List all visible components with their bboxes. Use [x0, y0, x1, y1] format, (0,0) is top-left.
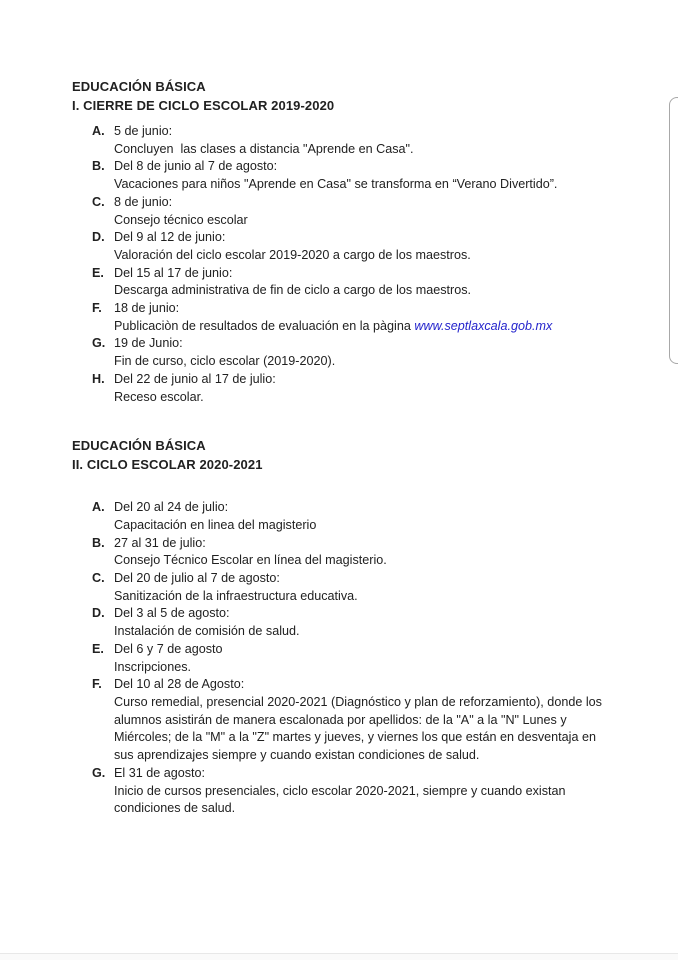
- list-item: [92, 499, 634, 534]
- item-text-line: [114, 318, 634, 336]
- item-lines: [114, 641, 634, 676]
- item-text-line: Consejo Técnico Escolar en línea del magisterio.: [114, 553, 387, 568]
- item-lines: [114, 676, 634, 765]
- item-date-line: Del 20 de julio al 7 de agosto:: [114, 571, 280, 586]
- item-date-line: Del 9 al 12 de junio:: [114, 230, 226, 245]
- section-heading-line2: I. CIERRE DE CICLO ESCOLAR 2019-2020: [72, 98, 335, 113]
- scrollbar-thumb[interactable]: [669, 97, 678, 364]
- item-letter: D.: [92, 230, 105, 245]
- item-text-line: Inicio de cursos presenciales, ciclo escolar 2020-2021, siempre y cuando existan: [114, 783, 566, 798]
- item-lines: [114, 300, 634, 335]
- item-text-line: alumnos asistirán de manera escalonada por apellidos: de la "A" a la "N" Lunes y: [114, 712, 567, 727]
- item-letter: B.: [92, 159, 105, 174]
- list-item: [92, 265, 634, 300]
- list-item: [92, 570, 634, 605]
- list-item: [92, 158, 634, 193]
- item-date-line: 8 de junio:: [114, 194, 173, 209]
- item-list: [92, 499, 634, 818]
- item-text-line: Inscripciones.: [114, 659, 191, 674]
- list-item: [92, 335, 634, 370]
- item-date-line: Del 10 al 28 de Agosto:: [114, 677, 245, 692]
- item-date-line: Del 6 y 7 de agosto: [114, 641, 223, 656]
- section-heading-line1: EDUCACIÓN BÁSICA: [72, 438, 206, 454]
- list-item: [92, 641, 634, 676]
- section-heading-line2: II. CICLO ESCOLAR 2020-2021: [72, 457, 263, 473]
- section-heading-line1: EDUCACIÓN BÁSICA: [72, 79, 206, 94]
- item-text-line: Miércoles; de la "M" a la "Z" martes y jueves, y viernes los que están en desventaja en: [114, 730, 596, 745]
- item-lines: [114, 335, 634, 370]
- list-item: [92, 765, 634, 818]
- list-item: [92, 194, 634, 229]
- item-date-line: Del 22 de junio al 17 de julio:: [114, 371, 276, 386]
- item-date-line: Del 3 al 5 de agosto:: [114, 606, 230, 621]
- document-content: [72, 77, 634, 818]
- item-date-line: Del 8 de junio al 7 de agosto:: [114, 159, 278, 174]
- section-heading: [72, 436, 634, 474]
- website-link[interactable]: www.septlaxcala.gob.mx: [414, 318, 553, 333]
- item-text-line: Fin de curso, ciclo escolar (2019-2020).: [114, 354, 336, 369]
- item-letter: G.: [92, 765, 106, 780]
- item-letter: H.: [92, 371, 105, 386]
- item-text-prefix: Publicaciòn de resultados de evaluación en la pàgina: [114, 318, 415, 333]
- item-date-line: Del 15 al 17 de junio:: [114, 265, 233, 280]
- item-letter: B.: [92, 535, 105, 550]
- item-text-line: Instalación de comisión de salud.: [114, 624, 300, 639]
- item-letter: A.: [92, 124, 105, 138]
- list-item: [92, 676, 634, 765]
- calendar-section: [72, 77, 634, 406]
- list-item: [92, 123, 634, 158]
- list-item: [92, 371, 634, 406]
- item-lines: [114, 194, 634, 229]
- item-lines: [114, 229, 634, 264]
- item-lines: [114, 158, 634, 193]
- item-text-line: Vacaciones para niños "Aprende en Casa" se transforma en “Verano Divertido”.: [114, 177, 558, 192]
- item-letter: F.: [92, 677, 102, 692]
- calendar-section: [72, 436, 634, 818]
- item-text-line: Consejo técnico escolar: [114, 212, 248, 227]
- item-lines: [114, 535, 634, 570]
- item-letter: D.: [92, 606, 105, 621]
- item-lines: [114, 605, 634, 640]
- item-text-line: Concluyen las clases a distancia "Aprende en Casa".: [114, 141, 414, 156]
- item-text-line: sus aprendizajes siempre y cuando existan condiciones de salud.: [114, 748, 480, 763]
- item-date-line: 27 al 31 de julio:: [114, 535, 206, 550]
- list-item: [92, 300, 634, 335]
- item-text-line: Capacitación en linea del magisterio: [114, 517, 317, 532]
- item-lines: [114, 765, 634, 818]
- item-text-line: Sanitización de la infraestructura educativa.: [114, 588, 358, 603]
- item-text-line: Receso escolar.: [114, 389, 204, 404]
- bottom-divider: [0, 953, 678, 960]
- item-date-line: 18 de junio:: [114, 301, 180, 316]
- list-item: [92, 229, 634, 264]
- list-item: [92, 605, 634, 640]
- item-lines: [114, 123, 634, 158]
- item-list: [92, 123, 634, 406]
- item-letter: F.: [92, 301, 102, 316]
- item-lines: [114, 371, 634, 406]
- item-letter: E.: [92, 641, 104, 656]
- item-letter: G.: [92, 336, 106, 351]
- item-date-line: 5 de junio:: [114, 124, 173, 138]
- item-text-line: Curso remedial, presencial 2020-2021 (Diagnóstico y plan de reforzamiento), donde los: [114, 694, 602, 709]
- list-item: [92, 535, 634, 570]
- item-lines: [114, 265, 634, 300]
- item-date-line: Del 20 al 24 de julio:: [114, 500, 229, 515]
- item-letter: A.: [92, 500, 105, 515]
- item-text-line: condiciones de salud.: [114, 801, 236, 816]
- item-letter: C.: [92, 194, 105, 209]
- item-letter: C.: [92, 571, 105, 586]
- item-text-line: Descarga administrativa de fin de ciclo a cargo de los maestros.: [114, 283, 471, 298]
- item-text-line: Valoración del ciclo escolar 2019-2020 a cargo de los maestros.: [114, 247, 471, 262]
- item-letter: E.: [92, 265, 104, 280]
- section-heading: [72, 77, 634, 115]
- item-date-line: El 31 de agosto:: [114, 765, 206, 780]
- item-lines: [114, 499, 634, 534]
- item-lines: [114, 570, 634, 605]
- item-date-line: 19 de Junio:: [114, 336, 183, 351]
